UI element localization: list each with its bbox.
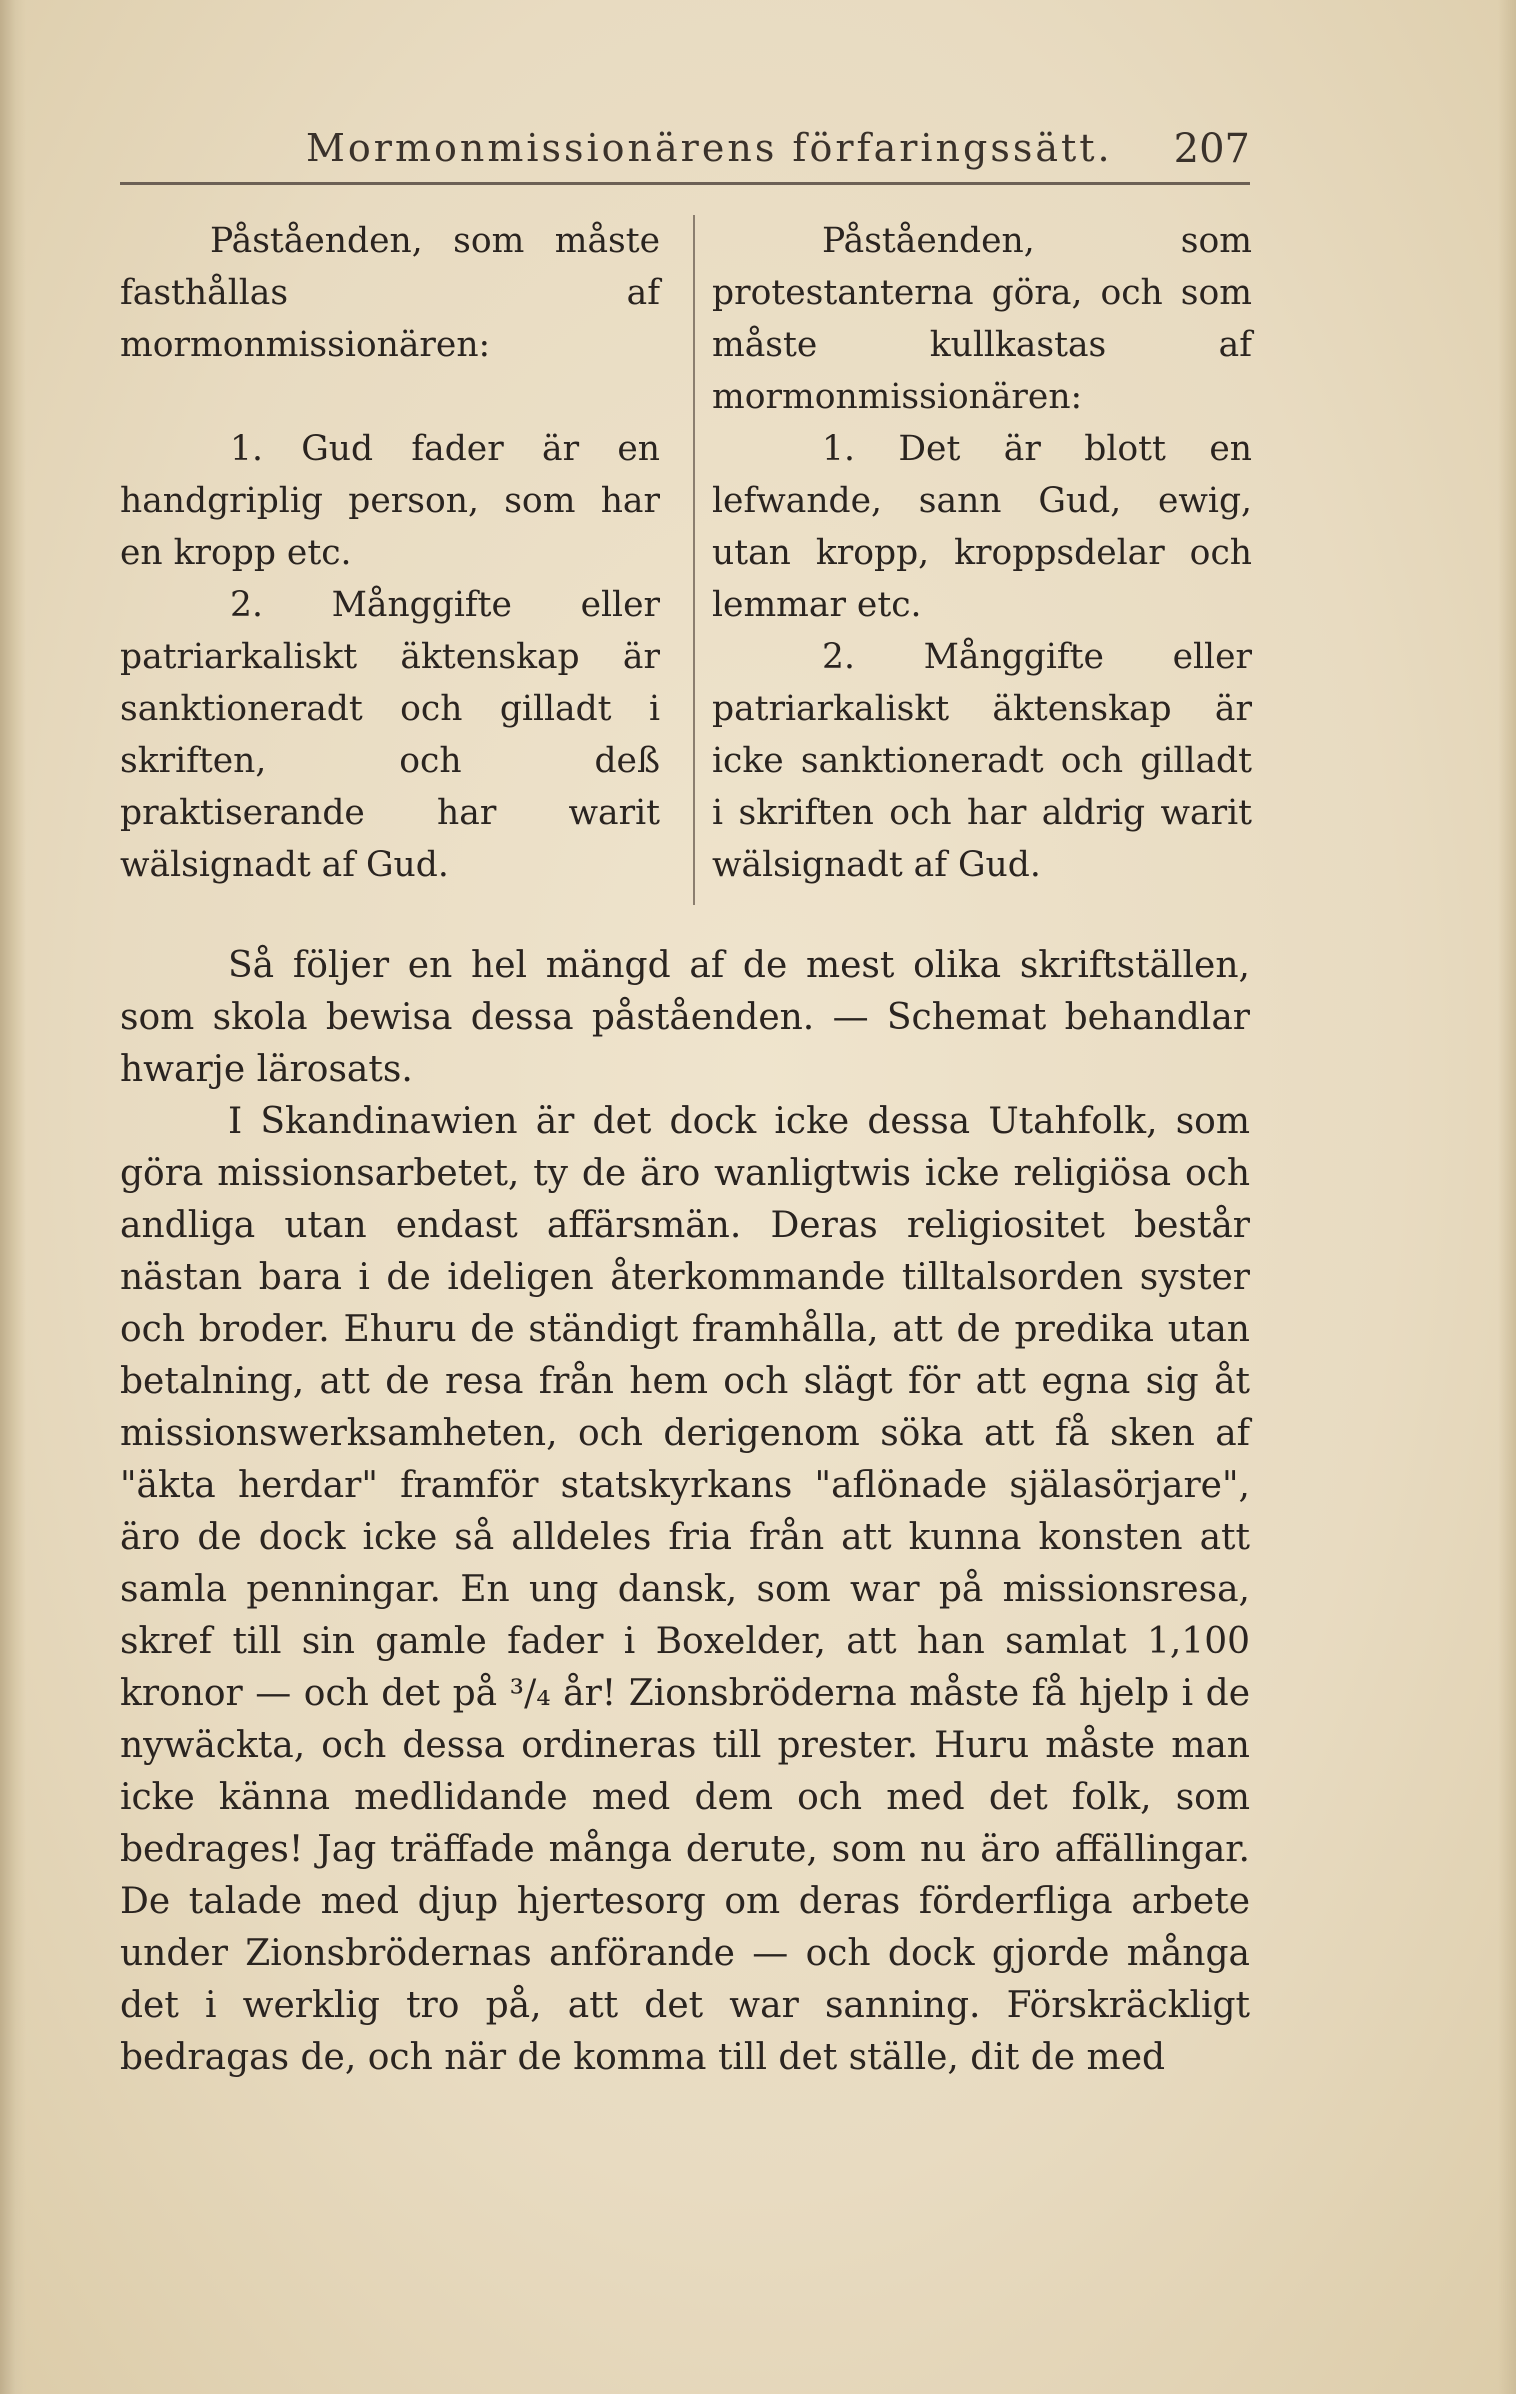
page-number: 207 xyxy=(1173,126,1250,172)
page-header xyxy=(120,118,1250,188)
page-edge-right xyxy=(1498,0,1516,2394)
body-paragraph: Så följer en hel mängd af de mest olika skriftställen, som skola bewisa dessa påståenden. — Schemat behandlar hwarje lärosats. xyxy=(120,945,1250,1090)
left-column-item: 1. Gud fader är en handgriplig person, som har en kropp etc. xyxy=(120,429,660,573)
body-text xyxy=(120,940,1250,2084)
left-column xyxy=(120,215,660,891)
right-column-item: 2. Månggifte eller patriarkaliskt äktenskap är icke sanktioneradt och gilladt i skriften och har aldrig warit wälsignadt af Gud. xyxy=(712,637,1252,885)
column-divider xyxy=(693,215,695,905)
right-column xyxy=(712,215,1252,891)
left-column-item: 2. Månggifte eller patriarkaliskt äktenskap är sanktioneradt och gilladt i skriften, och deß praktiserande har warit wälsignadt af Gud. xyxy=(120,585,660,885)
right-column-title: Påståenden, som protestanterna göra, och som måste kullkastas af mormonmissionären: xyxy=(712,221,1252,417)
header-rule xyxy=(120,182,1250,185)
page-edge-left xyxy=(0,0,26,2394)
left-column-title: Påståenden, som måste fasthållas af mormonmissionären: xyxy=(120,221,660,365)
running-head: Mormonmissionärens förfaringssätt. xyxy=(306,126,1113,170)
right-column-item: 1. Det är blott en lefwande, sann Gud, ewig, utan kropp, kroppsdelar och lemmar etc. xyxy=(712,429,1252,625)
body-paragraph: I Skandinawien är det dock icke dessa Utahfolk, som göra missionsarbetet, ty de äro wanligtwis icke religiösa och andliga utan endast affärsmän. Deras religiositet består nästan bara i de ideligen återkommande tilltalsorden syster och broder. Ehuru de ständigt framhålla, att de predika utan betalning, att de resa från hem och slägt för att egna sig åt missionswerksamheten, och derigenom söka att få sken af "äkta herdar" framför statskyrkans "aflönade själasörjare", äro de dock icke så alldeles fria från att kunna konsten att samla penningar. En ung dansk, som war på missionsresa, skref till sin gamle fader i Boxelder, att han samlat 1,100 kronor — och det på ³/₄ år! Zionsbröderna måste få hjelp i de nywäckta, och dessa ordineras till prester. Huru måste man icke känna medlidande med dem och med det folk, som bedrages! Jag träffade många derute, som nu äro affällingar. De talade med djup hjertesorg om deras förderfliga arbete under Zionsbrödernas anförande — och dock gjorde många det i werklig tro på, att det war sanning. Förskräckligt bedragas de, och när de komma till det ställe, dit de med xyxy=(120,1101,1250,2078)
